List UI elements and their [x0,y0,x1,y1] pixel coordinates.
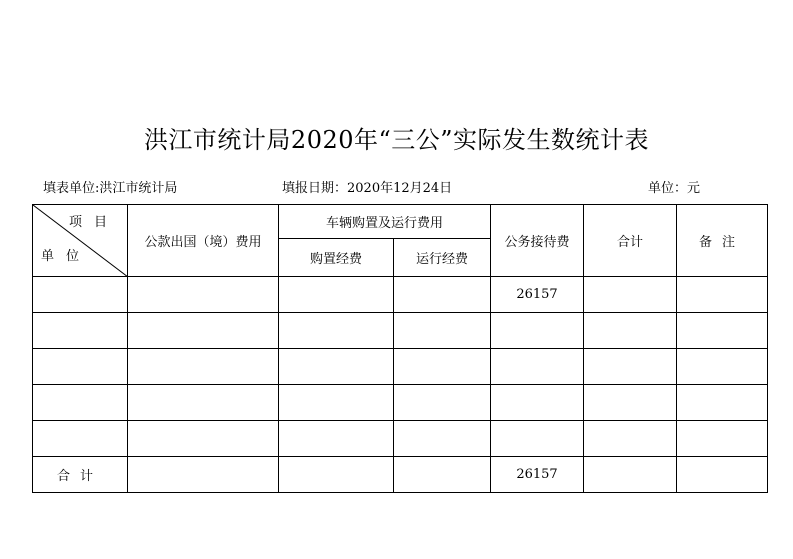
table-row [33,385,768,421]
cell-reception [491,349,584,385]
cell-total [584,277,677,313]
document-title: 洪江市统计局2020年“三公”实际发生数统计表 [143,126,650,154]
cell-operation [394,349,491,385]
cell-remark [677,313,768,349]
cell-unit [33,349,128,385]
cell-total [584,313,677,349]
cell-operation [394,421,491,457]
expense-table [32,204,768,493]
diagonal-header-cell [33,205,128,277]
currency-unit: 单位：元 [648,181,701,196]
cell-unit [33,421,128,457]
cell-purchase [279,277,394,313]
header-abroad: 公款出国（境）费用 [128,205,279,277]
report-date: 填报日期：2020年12月24日 [282,181,453,196]
cell-abroad [128,421,279,457]
cell-unit [33,277,128,313]
header-total: 合计 [584,205,677,277]
cell-remark [677,349,768,385]
cell-purchase [279,349,394,385]
cell-total [584,385,677,421]
cell-abroad [128,349,279,385]
cell-purchase [279,313,394,349]
total-row [33,457,768,493]
cell-abroad [128,385,279,421]
cell-remark [677,277,768,313]
table-row [33,277,768,313]
cell-reception: 26157 [491,457,584,493]
table-row [33,421,768,457]
table-row [33,313,768,349]
header-unit-label: 单位 [41,249,92,264]
header-item-label: 项目 [68,215,119,230]
cell-abroad [128,313,279,349]
header-vehicle-operation: 运行经费 [394,239,491,277]
cell-reception [491,421,584,457]
cell-total [584,421,677,457]
cell-operation [394,385,491,421]
header-vehicle: 车辆购置及运行费用 [279,205,491,239]
cell-purchase [279,385,394,421]
cell-operation [394,277,491,313]
cell-reception [491,313,584,349]
cell-operation [394,313,491,349]
header-row [33,205,768,239]
cell-total [584,349,677,385]
cell-reception: 26157 [491,277,584,313]
header-vehicle-purchase: 购置经费 [279,239,394,277]
cell-reception [491,385,584,421]
cell-remark [677,421,768,457]
cell-abroad [128,457,279,493]
header-reception: 公务接待费 [491,205,584,277]
cell-remark [677,457,768,493]
cell-unit [33,313,128,349]
header-remark: 备注 [677,205,768,277]
cell-purchase [279,457,394,493]
cell-total [584,457,677,493]
cell-remark [677,385,768,421]
cell-purchase [279,421,394,457]
filler-unit: 填表单位:洪江市统计局 [43,181,178,196]
table-row [33,349,768,385]
cell-unit [33,385,128,421]
cell-unit-total: 合计 [33,457,128,493]
cell-abroad [128,277,279,313]
cell-operation [394,457,491,493]
